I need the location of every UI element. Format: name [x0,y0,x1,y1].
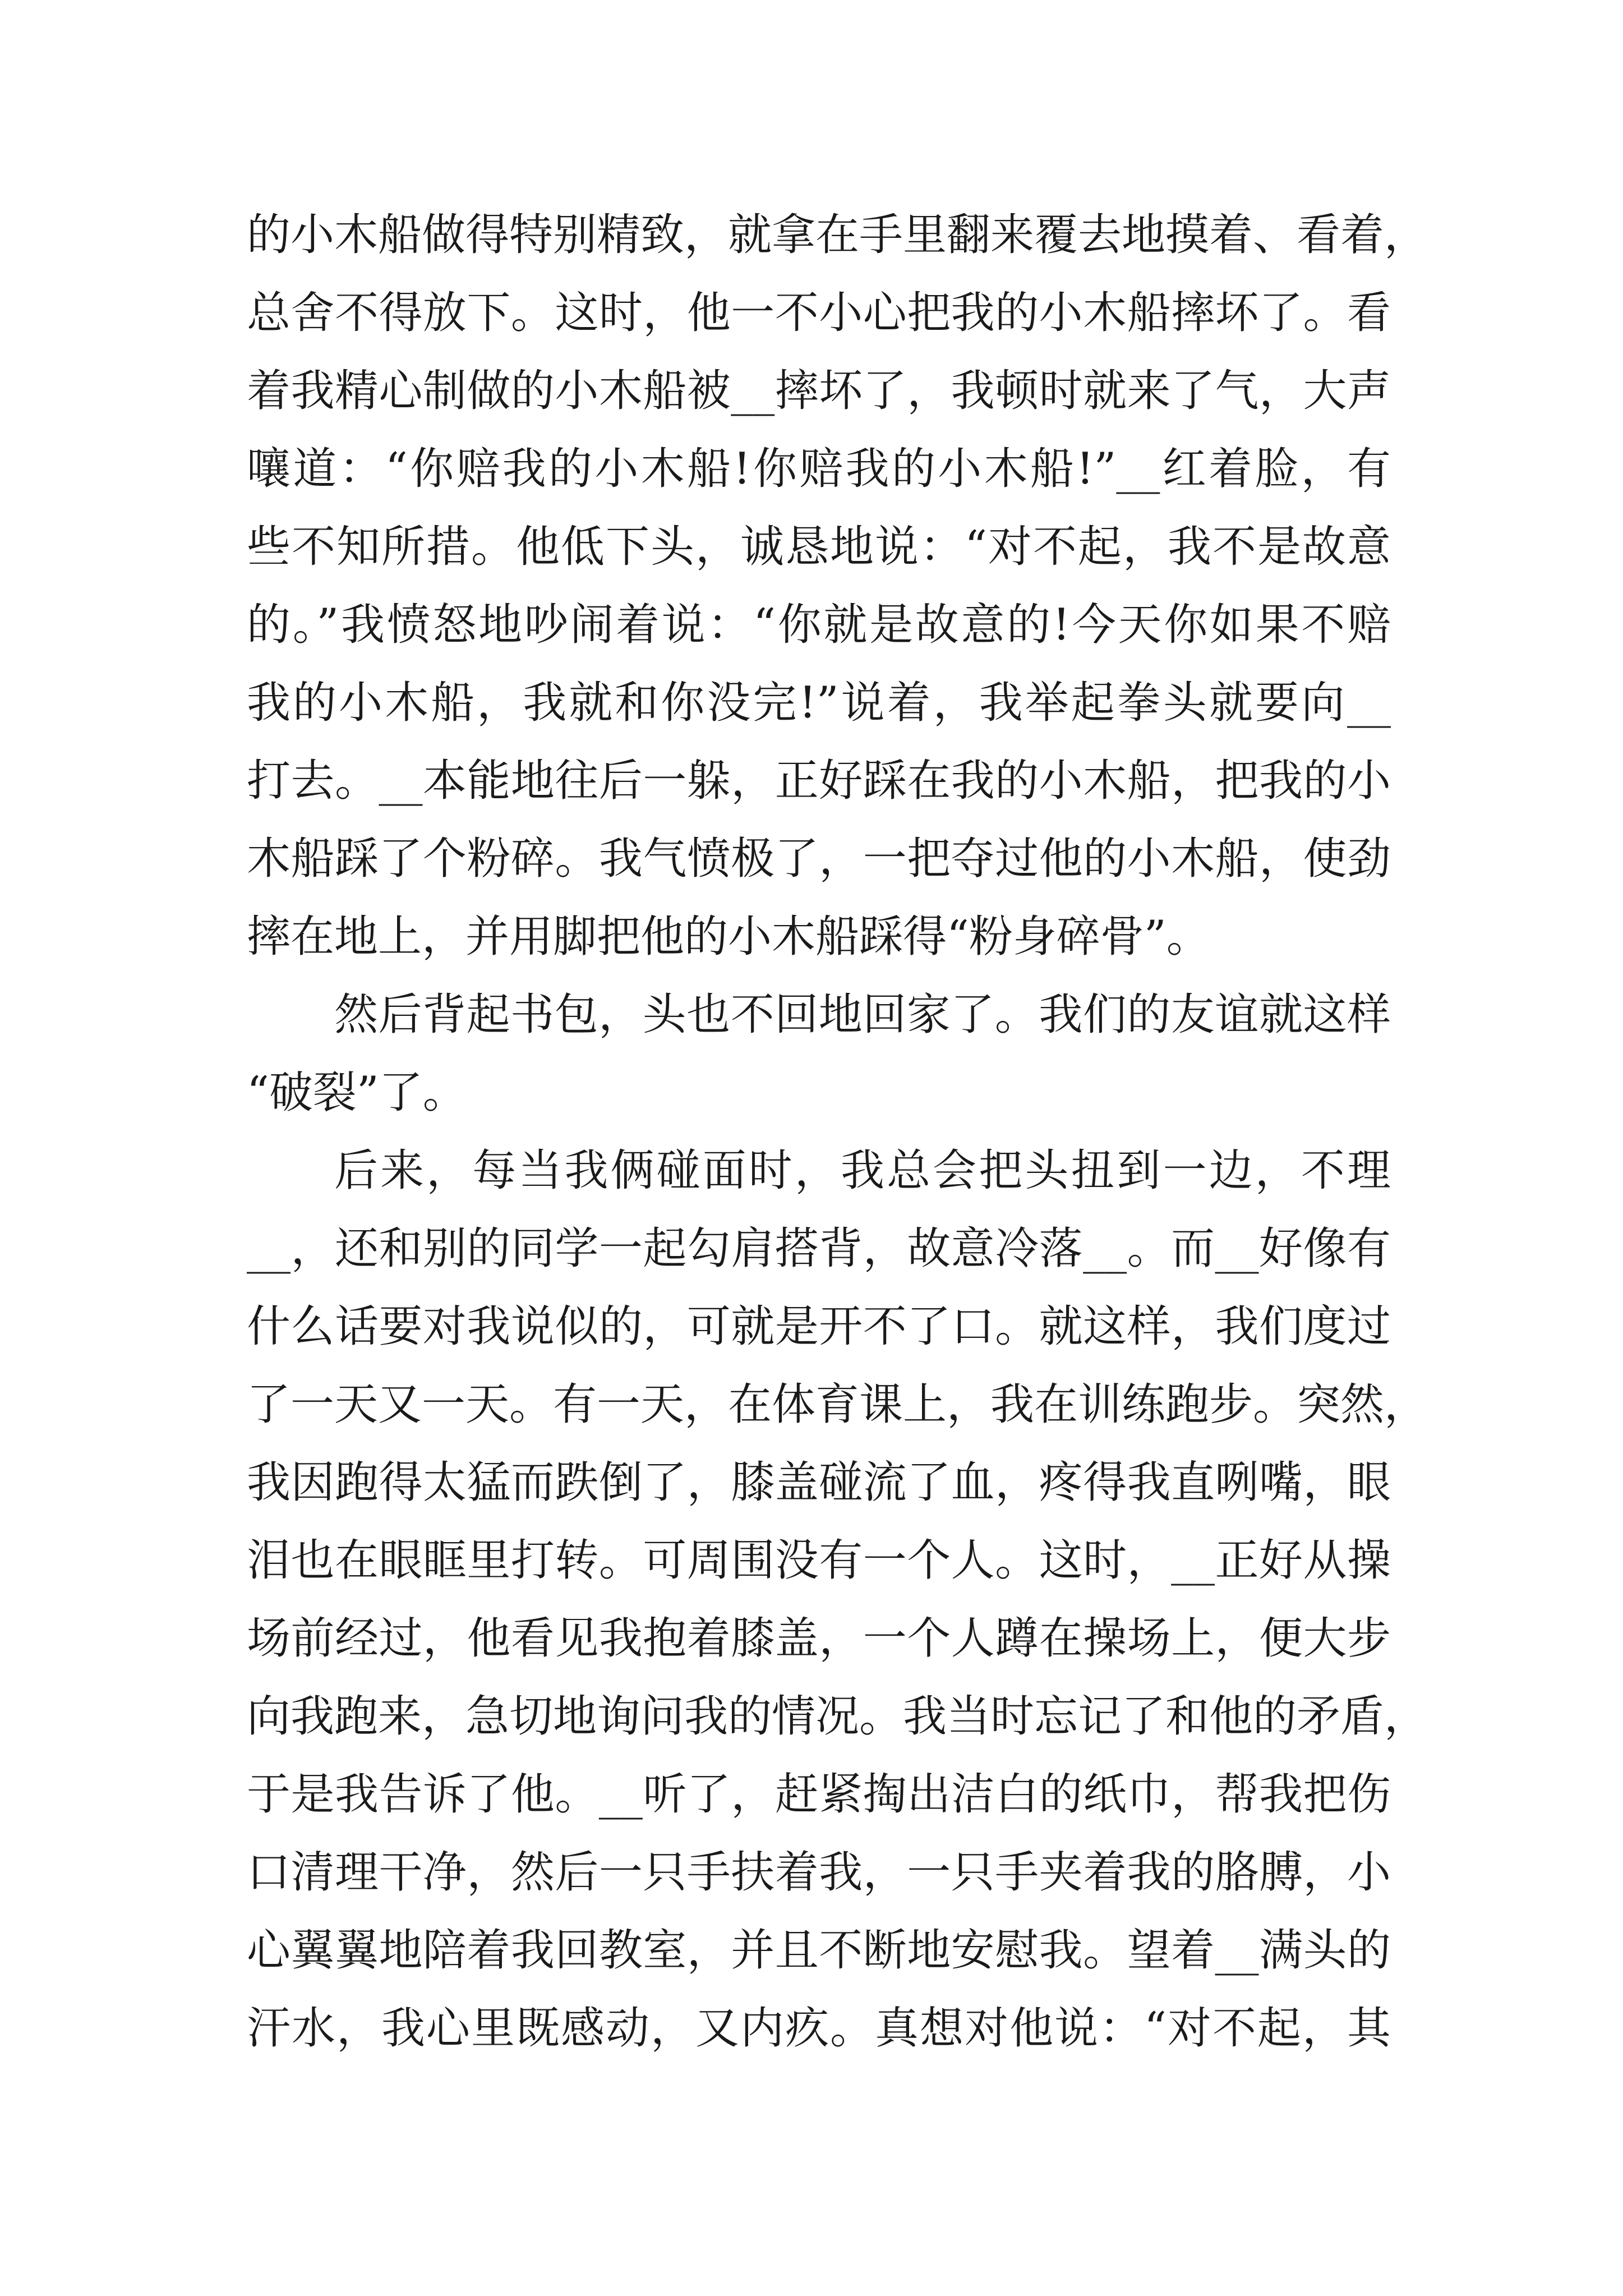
text-line: 后来，每当我俩碰面时，我总会把头扭到一边，不理 [334,1145,1391,1196]
paragraph-1 [247,196,1428,976]
text-line: 我因跑得太猛而跌倒了，膝盖碰流了血，疼得我直咧嘴，眼 [247,1457,1391,1508]
text-line: 嚷道：“你赔我的小木船!你赔我的小木船!”__红着脸，有 [247,444,1391,494]
text-line: 口清理干净，然后一只手扶着我，一只手夹着我的胳膊，小 [247,1847,1391,1898]
text-line: 些不知所措。他低下头，诚恳地说：“对不起，我不是故意 [247,522,1391,572]
text-line: 的。”我愤怒地吵闹着说：“你就是故意的!今天你如果不赔 [247,600,1391,650]
text-line: 于是我告诉了他。__听了，赶紧掏出洁白的纸巾，帮我把伤 [247,1769,1391,1820]
text-line: 总舍不得放下。这时，他一不小心把我的小木船摔坏了。看 [247,288,1391,338]
text-line: 摔在地上，并用脚把他的小木船踩得“粉身碎骨”。 [247,912,1210,962]
text-line: “破裂”了。 [247,1068,467,1118]
text-line: 我的小木船，我就和你没完!”说着，我举起拳头就要向__ [247,678,1391,728]
text-line: __，还和别的同学一起勾肩搭背，故意冷落__。而__好像有 [247,1223,1391,1274]
text-line: 木船踩了个粉碎。我气愤极了，一把夺过他的小木船，使劲 [247,834,1391,884]
text-line: 泪也在眼眶里打转。可周围没有一个人。这时，__正好从操 [247,1535,1391,1586]
text-line: 向我跑来，急切地询问我的情况。我当时忘记了和他的矛盾， [247,1691,1428,1742]
text-line: 什么话要对我说似的，可就是开不了口。就这样，我们度过 [247,1301,1391,1352]
body-text [247,196,1428,2068]
text-line: 的小木船做得特别精致，就拿在手里翻来覆去地摸着、看着， [247,210,1428,260]
text-line: 了一天又一天。有一天，在体育课上，我在训练跑步。突然， [247,1379,1428,1430]
text-line: 场前经过，他看见我抱着膝盖，一个人蹲在操场上，便大步 [247,1613,1391,1664]
paragraph-3 [247,1132,1428,2068]
text-line: 打去。__本能地往后一躲，正好踩在我的小木船，把我的小 [247,756,1391,806]
paragraph-2 [247,976,1391,1132]
text-line: 汗水，我心里既感动，又内疚。真想对他说：“对不起，其 [247,2003,1391,2054]
text-line: 然后背起书包，头也不回地回家了。我们的友谊就这样 [334,990,1391,1040]
text-line: 着我精心制做的小木船被__摔坏了，我顿时就来了气，大声 [247,366,1391,416]
text-line: 心翼翼地陪着我回教室，并且不断地安慰我。望着__满头的 [247,1925,1391,1976]
